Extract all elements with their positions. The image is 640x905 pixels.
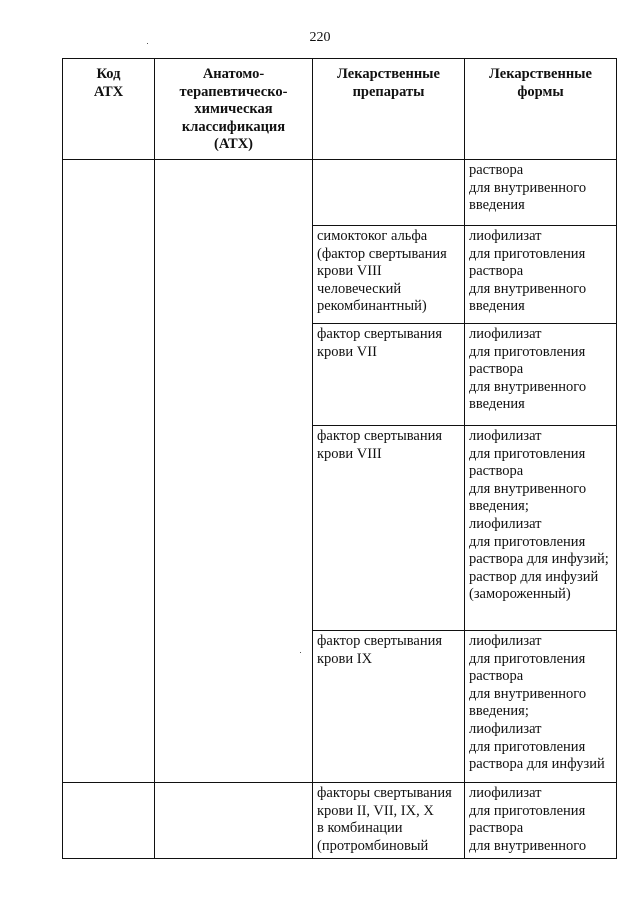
preparation-cell	[313, 160, 465, 226]
table-body	[63, 160, 617, 859]
atx-classification-cell	[155, 783, 313, 859]
preparation-cell	[313, 324, 465, 426]
atx-classification-cell	[155, 160, 313, 783]
atx-code-cell	[63, 783, 155, 859]
table-row	[63, 783, 617, 859]
preparation-cell	[313, 226, 465, 324]
table-row	[63, 160, 617, 226]
preparation-cell	[313, 783, 465, 859]
header-forms	[465, 59, 617, 160]
forms-cell	[465, 783, 617, 859]
forms-cell	[465, 324, 617, 426]
table-header	[63, 59, 617, 160]
preparation-cell	[313, 426, 465, 631]
preparation-text: фактор свертывания крови IX	[317, 633, 443, 667]
forms-cell	[465, 631, 617, 783]
atx-table	[62, 58, 617, 859]
forms-text: лиофилизат для приготовления раствора для внутривенного	[469, 785, 587, 854]
forms-cell	[465, 426, 617, 631]
preparation-text	[313, 160, 464, 162]
preparation-text: фактор свертывания крови VII	[317, 326, 443, 360]
header-preparations	[313, 59, 465, 160]
page-number: 220	[309, 30, 331, 45]
forms-text: лиофилизат для приготовления раствора для внутривенного введения	[469, 228, 587, 315]
preparation-cell	[313, 631, 465, 783]
header-atx-classification	[155, 59, 313, 160]
forms-text: лиофилизат для приготовления раствора для внутривенного введения; лиофилизат для приготовления раствора для инфузий; раствор для инфузий (замороженный)	[469, 428, 609, 603]
atx-code-cell	[63, 160, 155, 783]
scan-speck	[147, 43, 148, 44]
header-label: Лекарственные препараты	[337, 66, 440, 100]
preparation-text: фактор свертывания крови VIII	[317, 428, 443, 462]
header-atx-code	[63, 59, 155, 160]
preparation-text: симоктоког альфа (фактор свертывания крови VIII человеческий рекомбинантный)	[317, 228, 447, 315]
forms-text: раствора для внутривенного введения	[469, 162, 587, 214]
forms-cell	[465, 160, 617, 226]
header-row	[63, 59, 617, 160]
forms-cell	[465, 226, 617, 324]
header-label: Анатомо- терапевтическо- химическая классификация (АТХ)	[179, 66, 288, 153]
header-label: Код АТХ	[93, 66, 124, 100]
header-label: Лекарственные формы	[489, 66, 592, 100]
forms-text: лиофилизат для приготовления раствора для внутривенного введения	[469, 326, 587, 413]
forms-text: лиофилизат для приготовления раствора для внутривенного введения; лиофилизат для приготовления раствора для инфузий	[469, 633, 605, 773]
preparation-text: факторы свертывания крови II, VII, IX, X в комбинации (протромбиновый	[317, 785, 452, 854]
